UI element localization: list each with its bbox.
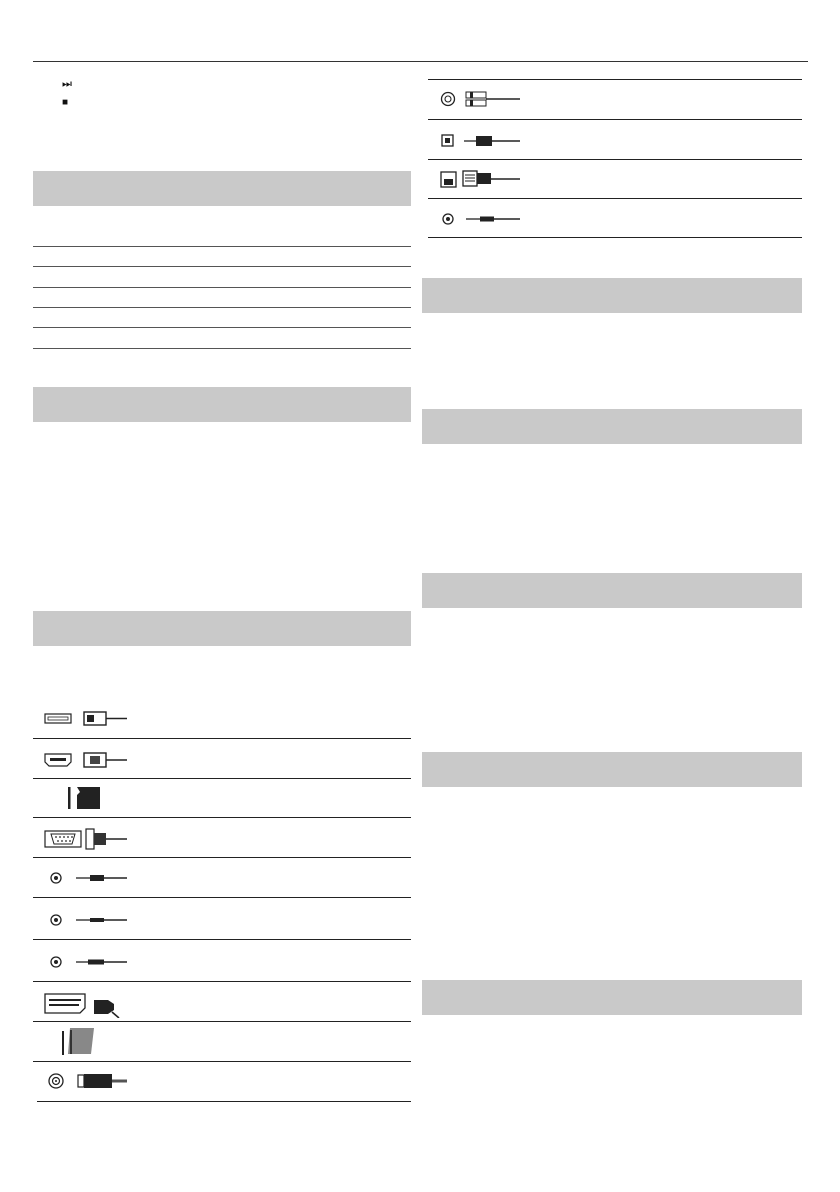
- section-header-bar: [422, 752, 802, 787]
- section-header-bar: [33, 611, 411, 646]
- section-header-bar: [33, 387, 411, 422]
- section-header-bar: [422, 573, 802, 608]
- section-header-bar: [422, 980, 802, 1015]
- antenna-port-icon: [40, 1068, 130, 1094]
- lan-port-icon: [436, 166, 526, 194]
- av-jack-icon: [40, 950, 130, 974]
- rca-audio-icon: [436, 86, 526, 112]
- audio-jack-icon: [40, 866, 130, 890]
- ci-slot-icon: [58, 1026, 108, 1060]
- coaxial-jack-icon: [436, 207, 526, 231]
- next-track-icon: ⏭: [62, 78, 72, 90]
- stop-icon: ■: [62, 97, 69, 108]
- vga-port-icon: [40, 825, 130, 853]
- headphone-jack-icon: [40, 908, 130, 932]
- page-top-rule: [33, 61, 808, 62]
- scart-port-icon: [40, 990, 130, 1018]
- card-slot-icon: [60, 785, 110, 813]
- section-header-bar: [422, 278, 802, 313]
- optical-spdif-icon: [436, 128, 526, 154]
- section-header-bar: [422, 409, 802, 444]
- usb-port-icon: [40, 706, 130, 732]
- section-header-bar: [33, 171, 411, 206]
- hdmi-port-icon: [40, 747, 130, 773]
